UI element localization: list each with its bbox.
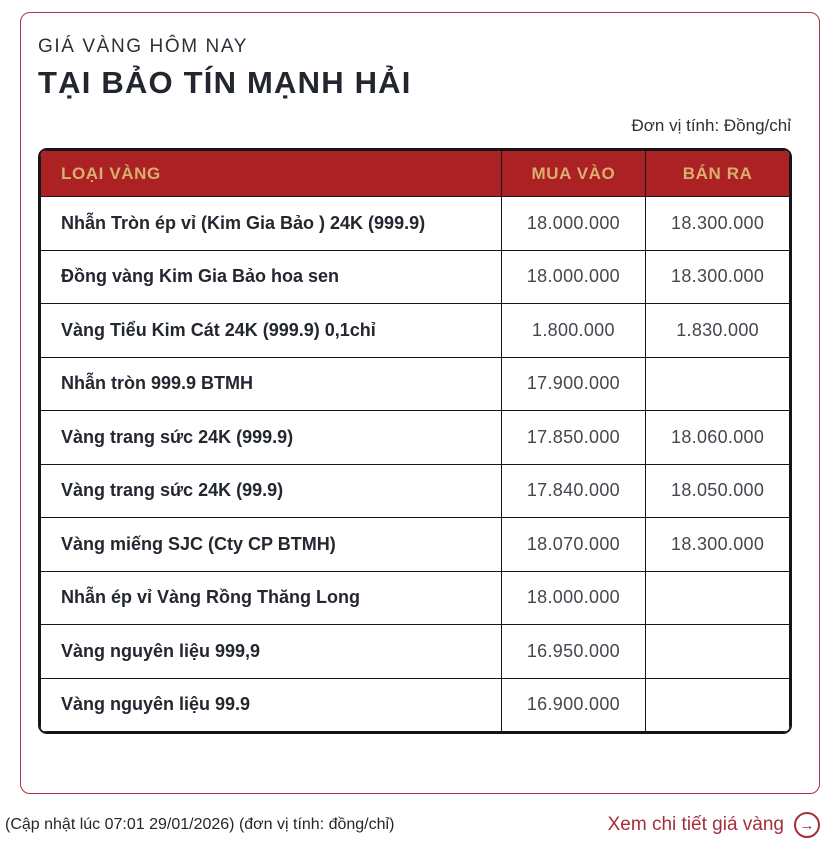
buy-price-cell: 18.000.000 xyxy=(501,571,646,625)
gold-type-cell: Nhẫn tròn 999.9 BTMH xyxy=(41,357,502,411)
table-row xyxy=(41,571,790,625)
page-kicker: GIÁ VÀNG HÔM NAY xyxy=(38,36,248,57)
page-title: TẠI BẢO TÍN MẠNH HẢI xyxy=(38,65,412,100)
gold-type-cell: Vàng nguyên liệu 999,9 xyxy=(41,625,502,679)
sell-price-cell: 18.060.000 xyxy=(646,411,790,465)
table-row xyxy=(41,464,790,518)
table-row xyxy=(41,518,790,572)
gold-table-body xyxy=(41,197,790,732)
gold-price-card xyxy=(20,12,820,794)
sell-price-cell xyxy=(646,571,790,625)
table-row xyxy=(41,678,790,732)
buy-price-cell: 17.900.000 xyxy=(501,357,646,411)
gold-type-cell: Nhẫn ép vỉ Vàng Rồng Thăng Long xyxy=(41,571,502,625)
gold-type-cell: Vàng trang sức 24K (999.9) xyxy=(41,411,502,465)
sell-price-cell xyxy=(646,678,790,732)
table-row xyxy=(41,304,790,358)
update-timestamp-note: (Cập nhật lúc 07:01 29/01/2026) (đơn vị tính: đồng/chỉ) xyxy=(5,816,395,833)
column-header-sell: BÁN RA xyxy=(646,151,790,197)
sell-price-cell: 18.300.000 xyxy=(646,518,790,572)
table-row xyxy=(41,250,790,304)
buy-price-cell: 18.070.000 xyxy=(501,518,646,572)
buy-price-cell: 1.800.000 xyxy=(501,304,646,358)
table-row xyxy=(41,357,790,411)
buy-price-cell: 17.850.000 xyxy=(501,411,646,465)
table-row xyxy=(41,197,790,251)
buy-price-cell: 18.000.000 xyxy=(501,197,646,251)
arrow-glyph: → xyxy=(799,816,815,834)
gold-type-cell: Đồng vàng Kim Gia Bảo hoa sen xyxy=(41,250,502,304)
unit-note: Đơn vị tính: Đồng/chỉ xyxy=(631,116,791,135)
sell-price-cell: 18.300.000 xyxy=(646,250,790,304)
sell-price-cell: 18.300.000 xyxy=(646,197,790,251)
column-header-buy: MUA VÀO xyxy=(501,151,646,197)
table-row xyxy=(41,625,790,679)
table-header-row xyxy=(41,151,790,197)
buy-price-cell: 18.000.000 xyxy=(501,250,646,304)
footer-bar xyxy=(0,812,829,838)
details-link[interactable] xyxy=(608,812,820,838)
gold-type-cell: Vàng nguyên liệu 99.9 xyxy=(41,678,502,732)
column-header-gold-type: LOẠI VÀNG xyxy=(41,151,502,197)
sell-price-cell xyxy=(646,357,790,411)
arrow-right-circle-icon xyxy=(794,812,820,838)
buy-price-cell: 16.900.000 xyxy=(501,678,646,732)
gold-type-cell: Vàng miếng SJC (Cty CP BTMH) xyxy=(41,518,502,572)
buy-price-cell: 17.840.000 xyxy=(501,464,646,518)
table-row xyxy=(41,411,790,465)
details-link-label: Xem chi tiết giá vàng xyxy=(607,814,784,835)
sell-price-cell: 18.050.000 xyxy=(646,464,790,518)
gold-type-cell: Vàng trang sức 24K (99.9) xyxy=(41,464,502,518)
sell-price-cell xyxy=(646,625,790,679)
buy-price-cell: 16.950.000 xyxy=(501,625,646,679)
sell-price-cell: 1.830.000 xyxy=(646,304,790,358)
gold-type-cell: Nhẫn Tròn ép vỉ (Kim Gia Bảo ) 24K (999.9) xyxy=(41,197,502,251)
gold-type-cell: Vàng Tiểu Kim Cát 24K (999.9) 0,1chỉ xyxy=(41,304,502,358)
gold-price-table xyxy=(38,148,792,734)
